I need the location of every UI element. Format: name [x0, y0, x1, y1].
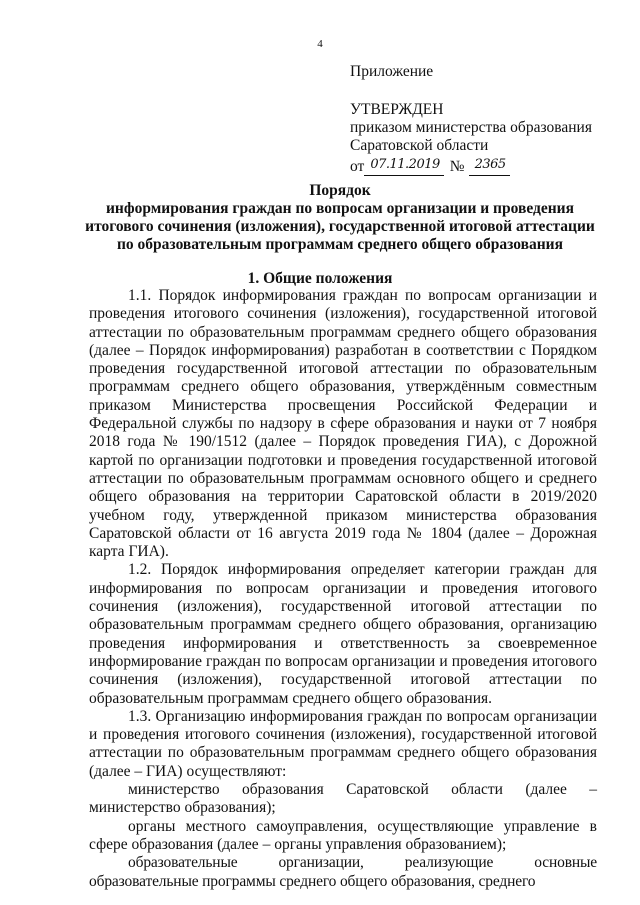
- approved-label: УТВЕРЖДЕН: [350, 101, 444, 118]
- list-item-ministry: министерство образования Саратовской области (далее – министерство образования);: [89, 781, 597, 817]
- paragraph-1-2: 1.2. Порядок информирования определяет категории граждан для информирования по вопросам организации и проведения итогового сочинения (изложения), государственной итоговой аттестации по образовательным программам среднего общего образования, организацию проведения информирования и ответственность за своевременное информирование граждан по вопросам организации и проведения итогового сочинения (изложения), государственной итоговой аттестации по образовательным программам среднего общего образования.: [89, 561, 597, 707]
- approval-line-1: приказом министерства образования: [350, 119, 592, 136]
- date-field: [364, 155, 443, 176]
- date-prefix: от: [350, 158, 365, 175]
- title-line-2: информирования граждан по вопросам организации и проведения: [105, 200, 574, 217]
- appendix-label: Приложение: [350, 63, 434, 80]
- document-title: [60, 182, 620, 254]
- number-prefix: №: [449, 158, 465, 175]
- page-number: 4: [317, 38, 323, 50]
- paragraph-1-3: 1.3. Организацию информирования граждан по вопросам организации и проведения итогового сочинения (изложения), государственной итоговой аттестации по образовательным программам среднего общего образования (далее – ГИА) осуществляют:: [89, 707, 597, 780]
- paragraph-1-1: 1.1. Порядок информирования граждан по вопросам организации и проведения итогового сочинения (изложения), государственной итоговой аттестации по образовательным программам среднего общего образования (далее – Порядок информирования) разработан в соответствии с Порядком проведения государственной итоговой аттестации по образовательным программам среднего общего образования, утверждённым совместным приказом Министерства просвещения Российской Федерации и Федеральной службы по надзору в сфере образования и науки от 7 ноября 2018 года № 190/1512 (далее – Порядок проведения ГИА), с Дорожной картой по организации подготовки и проведения государственной итоговой аттестации по образовательным программам основного общего и среднего общего образования на территории Саратовской области в 2019/2020 учебном году, утвержденной приказом министерства образования Саратовской области от 16 августа 2019 года № 1804 (далее – Дорожная карта ГИА).: [89, 287, 597, 561]
- approval-block: [350, 63, 592, 176]
- handwritten-date: 07.11.2019: [370, 157, 440, 172]
- title-line-4: по образовательным программам среднего общего образования: [117, 236, 563, 253]
- handwritten-number: 2365: [474, 157, 506, 172]
- number-field: [469, 155, 510, 176]
- document-body: [89, 287, 597, 891]
- approval-line-2: Саратовской области: [350, 137, 489, 154]
- section-heading: 1. Общие положения: [247, 270, 393, 287]
- title-line-1: Порядок: [309, 182, 371, 199]
- approval-date-row: [350, 155, 592, 176]
- list-item-local-authorities: органы местного самоуправления, осуществляющие управление в сфере образования (далее – органы управления образованием);: [89, 817, 597, 853]
- title-line-3: итогового сочинения (изложения), государственной итоговой аттестации: [85, 218, 595, 235]
- list-item-organizations: образовательные организации, реализующие основные образовательные программы среднего общего образования, среднего: [89, 854, 597, 890]
